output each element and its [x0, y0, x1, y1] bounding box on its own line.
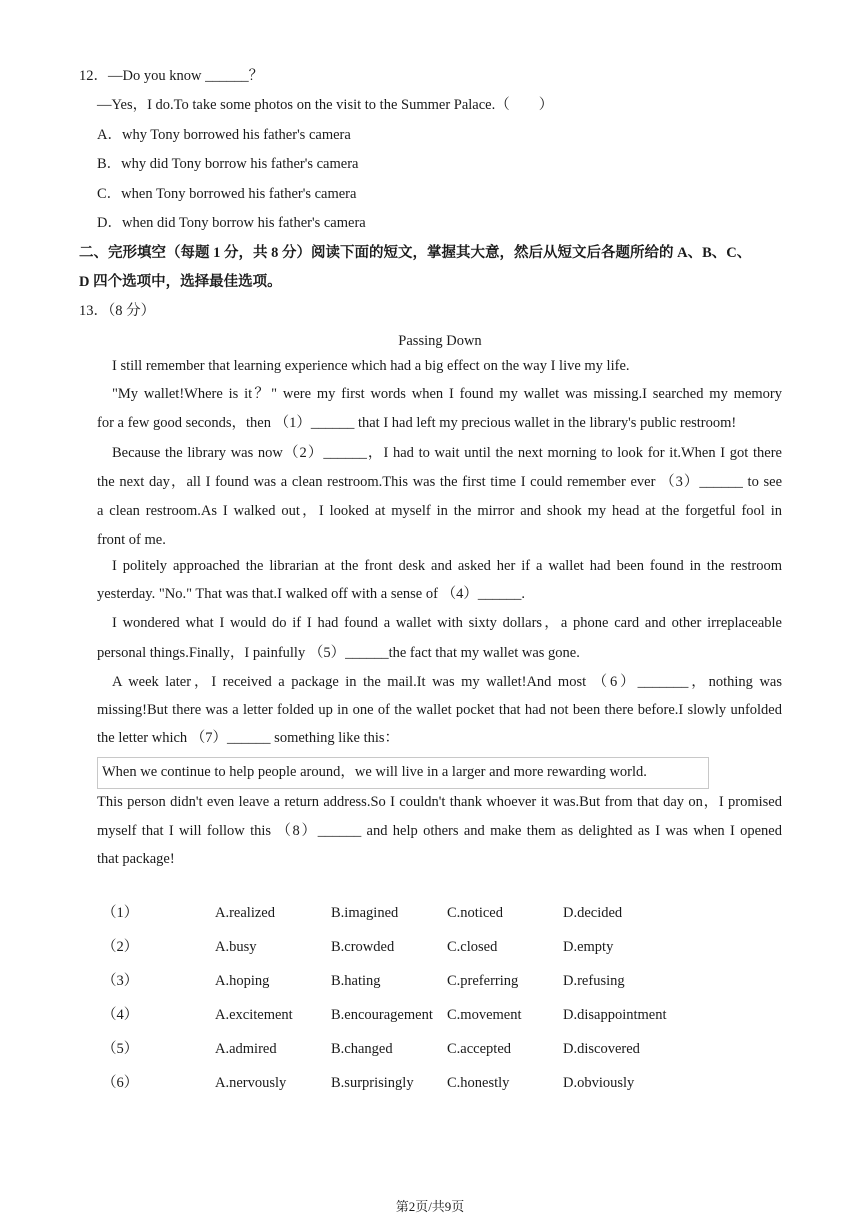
- choice-a: A.excitement: [215, 1007, 293, 1023]
- q13-label: 13．（8 分）: [79, 303, 156, 319]
- choice-a: A.busy: [215, 939, 257, 955]
- choice-row: [102, 970, 679, 1004]
- q12-stem: 12．—Do you know ______？: [79, 68, 264, 84]
- choice-number: （4）: [102, 1007, 139, 1023]
- passage-line: that package!: [97, 851, 175, 867]
- choice-c: C.noticed: [447, 905, 503, 921]
- passage-line: for a few good seconds，then （1）______ that I had left my precious wallet in the library's public restroom!: [97, 415, 737, 431]
- choice-number: （3）: [102, 973, 139, 989]
- choice-d: D.refusing: [563, 973, 625, 989]
- choice-c: C.preferring: [447, 973, 519, 989]
- choice-a: A.realized: [215, 905, 275, 921]
- passage-line: This person didn't even leave a return address.So I couldn't thank whoever it was.But from that day on，I promised: [97, 794, 782, 810]
- passage-line: I still remember that learning experience which had a big effect on the way I live my life.: [112, 358, 630, 374]
- choice-b: B.imagined: [331, 905, 399, 921]
- choice-b: B.crowded: [331, 939, 395, 955]
- choice-a: A.nervously: [215, 1075, 287, 1091]
- choice-b: B.hating: [331, 973, 381, 989]
- choice-number: （6）: [102, 1075, 139, 1091]
- passage-line: the next day，all I found was a clean restroom.This was the first time I could remember ever （3）______ to see: [97, 474, 782, 490]
- choice-d: D.discovered: [563, 1041, 640, 1057]
- passage-title: Passing Down: [398, 333, 482, 349]
- letter-quote-box: When we continue to help people around，we will live in a larger and more rewarding world.: [97, 757, 709, 789]
- choice-b: B.surprisingly: [331, 1075, 414, 1091]
- choice-a: A.hoping: [215, 973, 270, 989]
- choice-d: D.disappointment: [563, 1007, 667, 1023]
- passage-line: yesterday. "No." That was that.I walked off with a sense of （4）______.: [97, 586, 525, 602]
- choice-c: C.movement: [447, 1007, 522, 1023]
- choice-c: C.closed: [447, 939, 498, 955]
- choice-row: [102, 902, 679, 936]
- q12-option-c: C．when Tony borrowed his father's camera: [97, 186, 357, 202]
- passage-line: a clean restroom.As I walked out，I looked at myself in the mirror and shook my head at the forgetful fool in: [97, 503, 782, 519]
- choice-number: （1）: [102, 905, 139, 921]
- passage-line: personal things.Finally，I painfully （5）______the fact that my wallet was gone.: [97, 645, 580, 661]
- page-footer: 第2页/共9页: [395, 1199, 465, 1214]
- choice-d: D.decided: [563, 905, 623, 921]
- passage-line: the letter which （7）______ something like this：: [97, 730, 400, 746]
- choice-number: （2）: [102, 939, 139, 955]
- choice-c: C.honestly: [447, 1075, 510, 1091]
- passage-line: front of me.: [97, 532, 166, 548]
- choice-a: A.admired: [215, 1041, 277, 1057]
- choice-number: （5）: [102, 1041, 139, 1057]
- choice-c: C.accepted: [447, 1041, 512, 1057]
- q12-reply: —Yes，I do.To take some photos on the visit to the Summer Palace.（ ）: [97, 97, 554, 113]
- passage-line: A week later，I received a package in the mail.It was my wallet!And most （6）_______，nothing was: [112, 674, 782, 690]
- passage-line: I politely approached the librarian at the front desk and asked her if a wallet had been found in the restroom: [112, 558, 782, 574]
- choice-d: D.empty: [563, 939, 614, 955]
- q12-option-a: A．why Tony borrowed his father's camera: [97, 127, 351, 143]
- q12-option-d: D．when did Tony borrow his father's camera: [97, 215, 366, 231]
- q12-option-b: B．why did Tony borrow his father's camera: [97, 156, 359, 172]
- choice-row: [102, 1004, 679, 1038]
- section-heading-line2: D 四个选项中，选择最佳选项。: [79, 274, 282, 290]
- choice-row: [102, 1038, 679, 1072]
- passage-line: Because the library was now（2）______，I had to wait until the next morning to look for it.When I got there: [112, 445, 782, 461]
- choice-d: D.obviously: [563, 1075, 635, 1091]
- passage-line: "My wallet!Where is it？" were my first words when I found my wallet was missing.I searched my memory: [112, 386, 782, 402]
- passage-line: I wondered what I would do if I had found a wallet with sixty dollars，a phone card and other irreplaceable: [112, 615, 782, 631]
- passage-line: missing!But there was a letter folded up in one of the wallet pocket that had not been there before.I slowly unfolded: [97, 702, 782, 718]
- choice-b: B.encouragement: [331, 1007, 433, 1023]
- choice-row: [102, 936, 679, 970]
- passage-line: myself that I will follow this （8）______ and help others and make them as delighted as I was when I opened: [97, 823, 782, 839]
- choice-row: [102, 1072, 679, 1106]
- section-heading-line1: 二、完形填空（每题 1 分，共 8 分）阅读下面的短文，掌握其大意，然后从短文后各题所给的 A、B、C、: [79, 245, 752, 261]
- choices-table: [102, 902, 679, 1106]
- choice-b: B.changed: [331, 1041, 393, 1057]
